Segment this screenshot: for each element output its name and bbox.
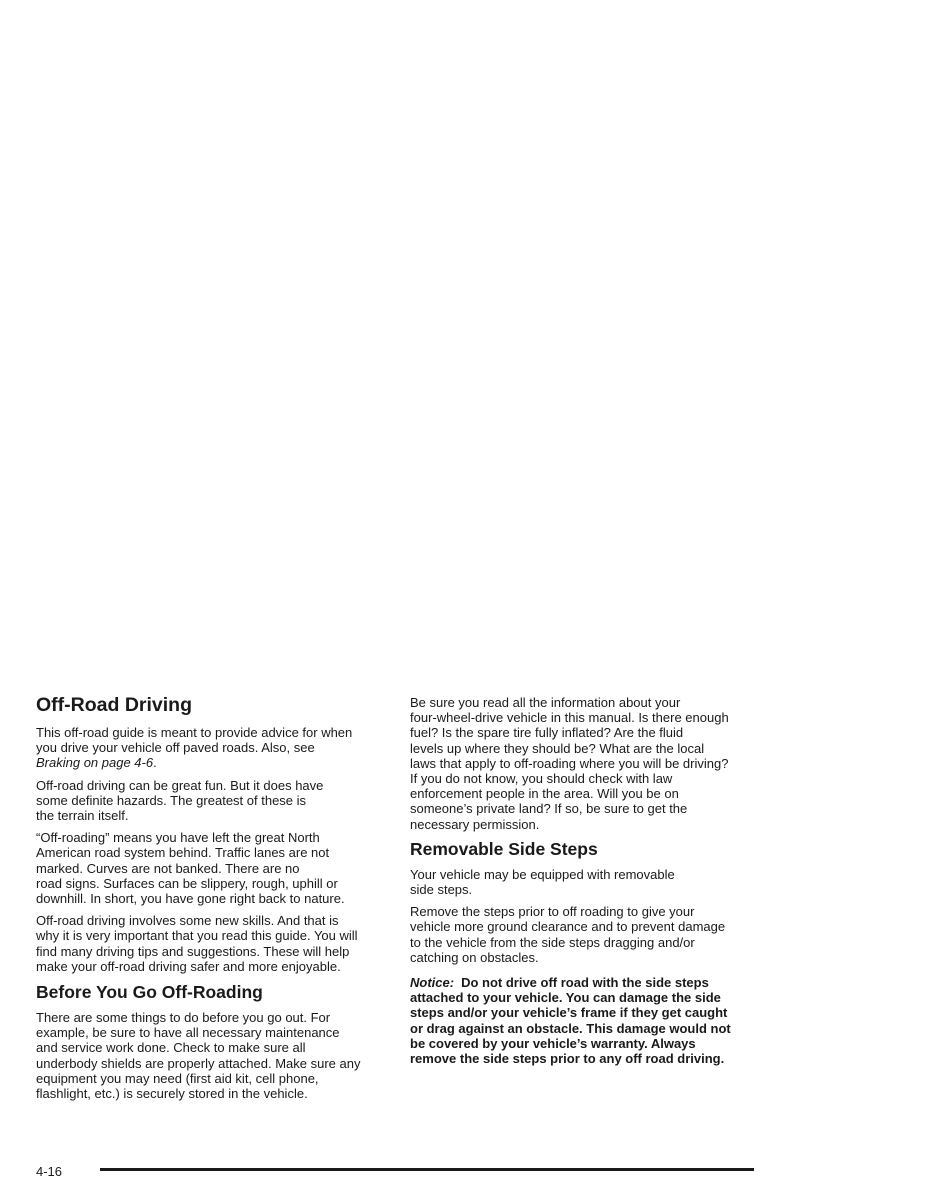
cross-reference-link[interactable]: Braking on page 4-6 xyxy=(36,755,154,771)
text-line: why it is very important that you read this guide. You will xyxy=(36,928,358,944)
section-heading-removable-side-steps: Removable Side Steps xyxy=(410,838,598,859)
text-line: remove the side steps prior to any off road driving. xyxy=(410,1051,725,1067)
text-line: Off-road driving can be great fun. But it does have xyxy=(36,777,324,793)
paragraph-remove-steps xyxy=(410,904,760,965)
text-line: necessary permission. xyxy=(410,816,540,832)
text-line: or drag against an obstacle. This damage would not xyxy=(410,1020,731,1036)
text-line: Be sure you read all the information about your xyxy=(410,695,681,710)
text-line: steps and/or your vehicle’s frame if they get caught xyxy=(410,1005,728,1021)
text-line: Your vehicle may be equipped with removable xyxy=(410,866,675,882)
page-number: 4-16 xyxy=(36,1164,63,1179)
text-line: enforcement people in the area. Will you be on xyxy=(410,786,679,802)
text-line: to the vehicle from the side steps dragging and/or xyxy=(410,934,695,950)
text-line: and service work done. Check to make sure all xyxy=(36,1040,306,1056)
notice-label: Notice: xyxy=(410,975,455,991)
paragraph-intro xyxy=(36,725,388,771)
text-line xyxy=(36,755,388,770)
paragraph-off-roading-meaning xyxy=(36,830,388,906)
paragraph-hazards xyxy=(36,778,388,824)
section-title-off-road-driving: Off-Road Driving xyxy=(36,694,192,716)
text-line: laws that apply to off-roading where you will be driving? xyxy=(410,755,729,771)
text-line: Off-road driving involves some new skills. And that is xyxy=(36,913,339,929)
text-line: marked. Curves are not banked. There are no xyxy=(36,860,300,876)
text-line: road signs. Surfaces can be slippery, rough, uphill or xyxy=(36,875,338,891)
text-line: American road system behind. Traffic lanes are not xyxy=(36,845,330,861)
footer-divider xyxy=(100,1168,754,1171)
text-line: flashlight, etc.) is securely stored in the vehicle. xyxy=(36,1086,308,1102)
text-line: four-wheel-drive vehicle in this manual. Is there enough xyxy=(410,710,729,726)
section-heading-before-you-go: Before You Go Off-Roading xyxy=(36,982,263,1003)
text-line: There are some things to do before you go out. For xyxy=(36,1010,331,1026)
paragraph-preparation xyxy=(36,1010,388,1101)
text-line: the terrain itself. xyxy=(36,808,129,824)
notice-block xyxy=(410,975,760,1066)
text-line: attached to your vehicle. You can damage the side xyxy=(410,990,721,1006)
text-line: fuel? Is the spare tire fully inflated? Are the fluid xyxy=(410,725,684,741)
text-line: make your off-road driving safer and more enjoyable. xyxy=(36,958,341,974)
text-line xyxy=(410,975,760,990)
text-line: This off-road guide is meant to provide advice for when xyxy=(36,725,353,740)
text-line: downhill. In short, you have gone right back to nature. xyxy=(36,891,345,907)
paragraph-read-information xyxy=(410,695,760,832)
text-line: “Off-roading” means you have left the great North xyxy=(36,830,320,846)
left-column xyxy=(36,693,388,1108)
text-line: catching on obstacles. xyxy=(410,949,539,965)
text-line: some definite hazards. The greatest of these is xyxy=(36,792,307,808)
text-line: Remove the steps prior to off roading to give your xyxy=(410,904,695,920)
text-line: you drive your vehicle off paved roads. Also, see xyxy=(36,740,315,756)
text-line: someone’s private land? If so, be sure to get the xyxy=(410,801,688,817)
text-line: levels up where they should be? What are the local xyxy=(410,740,705,756)
paragraph-side-steps-equipped xyxy=(410,867,760,897)
right-column xyxy=(410,695,760,1073)
text-line: find many driving tips and suggestions. These will help xyxy=(36,943,350,959)
text-line: vehicle more ground clearance and to prevent damage xyxy=(410,919,726,935)
text-line: example, be sure to have all necessary maintenance xyxy=(36,1025,340,1041)
text-punctuation: . xyxy=(153,755,157,771)
notice-text: Do not drive off road with the side steps xyxy=(461,975,709,991)
text-line: If you do not know, you should check with law xyxy=(410,771,673,787)
text-line: be covered by your vehicle’s warranty. Always xyxy=(410,1035,696,1051)
paragraph-new-skills xyxy=(36,913,388,974)
text-line: underbody shields are properly attached. Make sure any xyxy=(36,1055,361,1071)
text-line: equipment you may need (first aid kit, cell phone, xyxy=(36,1070,319,1086)
text-line: side steps. xyxy=(410,882,473,898)
